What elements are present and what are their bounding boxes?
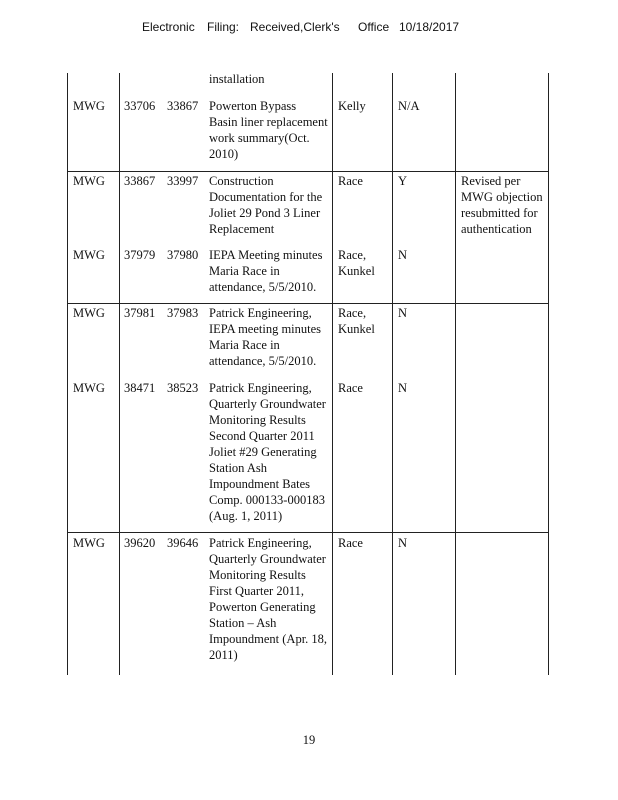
cell-bates-start: 39620 bbox=[124, 536, 156, 550]
cell-bates-end: 33997 bbox=[167, 174, 199, 188]
column-divider bbox=[392, 73, 393, 675]
cell-description: Construction Documentation for the Joliet 29 Pond 3 Liner Replacement bbox=[209, 174, 323, 236]
cell-comment: Revised per MWG objection resubmitted for authentication bbox=[461, 174, 543, 236]
cell-witness: Kelly bbox=[338, 99, 366, 113]
cell-bates-start: 33867 bbox=[124, 174, 156, 188]
cell-party: MWG bbox=[73, 174, 105, 188]
cell-bates-start: 37981 bbox=[124, 306, 156, 320]
cell-status: N/A bbox=[398, 99, 420, 113]
cell-status: N bbox=[398, 381, 408, 395]
cell-bates-start: 38471 bbox=[124, 381, 156, 395]
cell-party: MWG bbox=[73, 248, 105, 262]
header-received-clerks: Received,Clerk's bbox=[250, 20, 340, 34]
header-filing: Filing: bbox=[207, 20, 240, 34]
cell-description: Patrick Engineering, IEPA meeting minutes Maria Race in attendance, 5/5/2010. bbox=[209, 306, 322, 368]
cell-witness: Race, Kunkel bbox=[338, 306, 375, 336]
cell-status: Y bbox=[398, 174, 408, 188]
header-date: 10/18/2017 bbox=[399, 20, 460, 34]
header-electronic: Electronic bbox=[142, 20, 195, 34]
cell-bates-end: 38523 bbox=[167, 381, 199, 395]
row-divider bbox=[67, 532, 549, 533]
cell-witness: Race, Kunkel bbox=[338, 248, 375, 278]
cell-bates-end: 39646 bbox=[167, 536, 199, 550]
table-border-right bbox=[548, 73, 549, 675]
cell-bates-end: 37983 bbox=[167, 306, 199, 320]
cell-description: Patrick Engineering, Quarterly Groundwater Monitoring Results First Quarter 2011, Powerton Generating Station – Ash Impoundment (Apr. 18, 2011) bbox=[209, 536, 328, 662]
cell-party: MWG bbox=[73, 536, 105, 550]
header-office: Office bbox=[358, 20, 390, 34]
cell-witness: Race bbox=[338, 174, 363, 188]
column-divider bbox=[119, 73, 120, 675]
cell-description: Patrick Engineering, Quarterly Groundwater Monitoring Results Second Quarter 2011 Joliet #29 Generating Station Ash Impoundment Bates Comp. 000133-000183 (Aug. 1, 2011) bbox=[209, 381, 326, 523]
cell-witness: Race bbox=[338, 536, 363, 550]
cell-bates-end: 33867 bbox=[167, 99, 199, 113]
cell-bates-start: 33706 bbox=[124, 99, 156, 113]
cell-description: Powerton Bypass Basin liner replacement work summary(Oct. 2010) bbox=[209, 99, 328, 161]
cell-status: N bbox=[398, 306, 408, 320]
cell-party: MWG bbox=[73, 381, 105, 395]
cell-bates-end: 37980 bbox=[167, 248, 199, 262]
row-divider bbox=[67, 303, 549, 304]
cell-witness: Race bbox=[338, 381, 363, 395]
cell-description: IEPA Meeting minutes Maria Race in attendance, 5/5/2010. bbox=[209, 248, 323, 294]
page-number: 19 bbox=[302, 733, 316, 747]
cell-party: MWG bbox=[73, 306, 105, 320]
column-divider bbox=[455, 73, 456, 675]
cell-party: MWG bbox=[73, 99, 105, 113]
row-divider bbox=[67, 171, 549, 172]
table-border-left bbox=[67, 73, 68, 675]
cell-status: N bbox=[398, 536, 408, 550]
cell-status: N bbox=[398, 248, 408, 262]
cell-bates-start: 37979 bbox=[124, 248, 156, 262]
continuation-text: installation bbox=[209, 72, 265, 86]
